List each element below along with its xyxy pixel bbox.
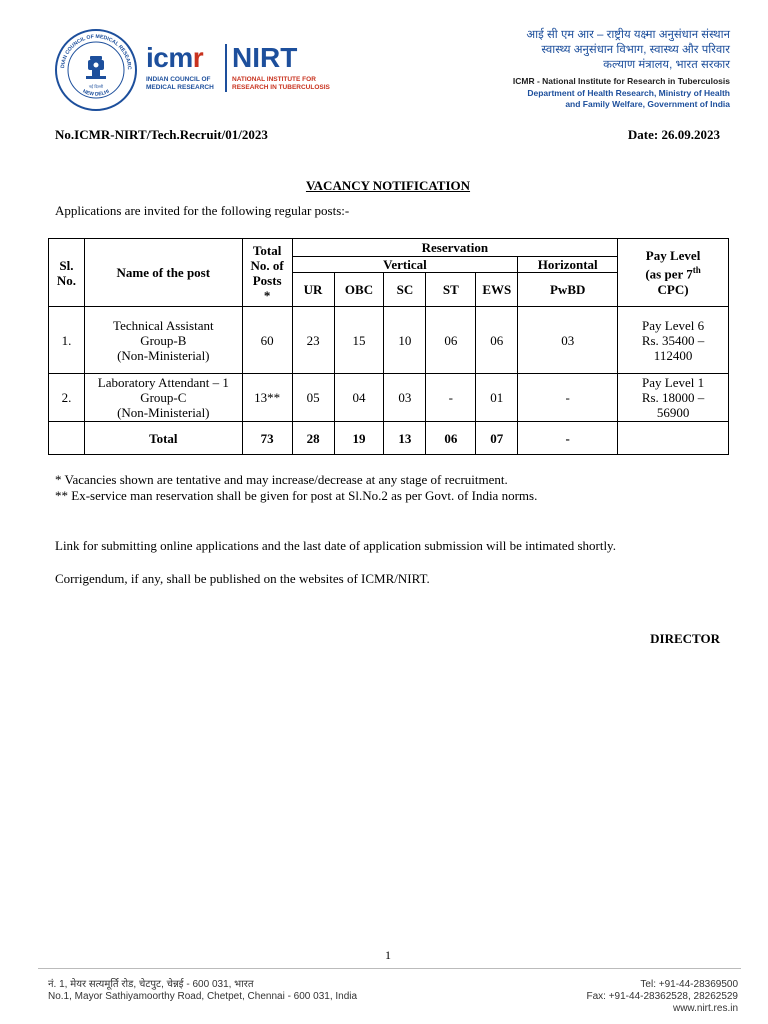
header-pay-b: (as per 7 (645, 266, 693, 282)
header-department-line-1: Department of Health Research, Ministry of Health (527, 88, 730, 98)
total-pwbd: - (518, 422, 618, 455)
header-pay-level (618, 239, 729, 307)
row2-post (84, 374, 242, 422)
row2-total: 13** (242, 374, 292, 422)
header-department-line-2: and Family Welfare, Government of India (565, 99, 730, 109)
row1-post-line3: (Non-Ministerial) (117, 347, 210, 363)
total-label: Total (84, 422, 242, 455)
signatory: DIRECTOR (650, 631, 720, 646)
row2-post-line2: Group-C (140, 390, 187, 405)
header-sl-no (49, 239, 85, 307)
row2-st: - (426, 374, 476, 422)
intro-text: Applications are invited for the following regular posts:- (55, 203, 350, 218)
row2-pwbd: - (518, 374, 618, 422)
row2-pay-line1: Pay Level 1 (642, 375, 705, 390)
table-row (49, 307, 729, 374)
header-pay-a: Pay Level (645, 248, 701, 264)
row1-post-line1: Technical Assistant (113, 317, 214, 333)
header-ews: EWS (476, 273, 518, 307)
row1-ur: 23 (292, 307, 334, 374)
header-obc: OBC (334, 273, 384, 307)
row1-pay-line1: Pay Level 6 (642, 317, 705, 333)
header-st: ST (426, 273, 476, 307)
vacancy-table (48, 238, 729, 455)
header-horizontal: Horizontal (518, 257, 618, 273)
reference-number: No.ICMR-NIRT/Tech.Recruit/01/2023 (55, 127, 268, 142)
total-ur: 28 (292, 422, 334, 455)
header-total-b: No. of (250, 257, 284, 273)
total-ews: 07 (476, 422, 518, 455)
footnote-tentative: * Vacancies shown are tentative and may increase/decrease at any stage of recruitment. (55, 472, 508, 487)
header-pay-c: CPC) (657, 281, 689, 297)
corrigendum-paragraph: Corrigendum, if any, shall be published on the websites of ICMR/NIRT. (55, 571, 430, 586)
footer-address-english: No.1, Mayor Sathiyamoorthy Road, Chetpet, Chennai - 600 031, India (48, 991, 358, 1002)
row2-obc: 04 (334, 374, 384, 422)
row2-sc: 03 (384, 374, 426, 422)
header-total-a: Total (252, 242, 282, 258)
header-institute-name: ICMR - National Institute for Research in Tuberculosis (512, 76, 730, 86)
row2-sl: 2. (49, 374, 85, 422)
header-ur: UR (292, 273, 334, 307)
row2-ur: 05 (292, 374, 334, 422)
header-hindi-line-1: आई सी एम आर – राष्ट्रीय यक्ष्मा अनुसंधान संस्थान (526, 29, 730, 41)
row1-pwbd: 03 (518, 307, 618, 374)
header-total-posts (242, 239, 292, 307)
total-pay-blank (618, 422, 729, 455)
icmr-wordmark-r: r (192, 42, 204, 73)
emblem-ring-text: DIAN COUNCIL OF MEDICAL RESEARC (60, 33, 133, 70)
row1-total: 60 (242, 307, 292, 374)
header-sc: SC (384, 273, 426, 307)
icmr-wordmark-a: icm (146, 42, 193, 73)
header-total-c: Posts (252, 272, 282, 288)
row1-ews: 06 (476, 307, 518, 374)
page-number: 1 (385, 948, 391, 962)
icmr-subtitle: INDIAN COUNCIL OF MEDICAL RESEARCH (146, 76, 214, 91)
document-title: VACANCY NOTIFICATION (305, 178, 471, 193)
header-hindi-line-2: स्वास्थ्य अनुसंधान विभाग, स्वास्थ्य और परिवार (541, 44, 730, 56)
footer-fax: Fax: +91-44-28362528, 28262529 (586, 991, 738, 1002)
footer-divider (38, 968, 741, 969)
total-posts: 73 (242, 422, 292, 455)
nirt-wordmark: NIRT (232, 42, 298, 73)
footer-website: www.nirt.res.in (672, 1003, 738, 1014)
header-vertical: Vertical (292, 257, 518, 273)
header-sl-no-b: No. (56, 272, 77, 288)
row1-pay (618, 307, 729, 374)
header-post-name: Name of the post (84, 239, 242, 307)
emblem-hindi-bottom: नई दिल्ली (88, 84, 104, 89)
emblem-bottom-text: NEW DELHI (81, 88, 111, 98)
row2-post-line1: Laboratory Attendant – 1 (97, 375, 229, 390)
row1-pay-line3: 112400 (653, 347, 693, 363)
row2-post-line3: (Non-Ministerial) (117, 405, 210, 420)
row1-sl: 1. (49, 307, 85, 374)
table-row (49, 374, 729, 422)
header-pwbd: PwBD (518, 273, 618, 307)
row2-ews: 01 (476, 374, 518, 422)
row1-obc: 15 (334, 307, 384, 374)
icmr-emblem-logo (54, 28, 138, 112)
nirt-subtitle: NATIONAL INSTITUTE FOR RESEARCH IN TUBERCULOSIS (232, 76, 330, 91)
application-link-paragraph: Link for submitting online applications and the last date of application submission will be intimated shortly. (55, 538, 616, 553)
total-sc: 13 (384, 422, 426, 455)
row2-pay-line2: Rs. 18000 – (641, 390, 705, 405)
row2-pay-line3: 56900 (656, 405, 690, 420)
header-total-d: * (263, 287, 271, 303)
row1-sc: 10 (384, 307, 426, 374)
icmr-wordmark (146, 42, 203, 74)
footnote-ex-serviceman: ** Ex-service man reservation shall be given for post at Sl.No.2 as per Govt. of India norms. (55, 488, 538, 503)
logo-divider (225, 44, 227, 92)
total-obc: 19 (334, 422, 384, 455)
row1-post (84, 307, 242, 374)
total-row-blank (49, 422, 85, 455)
footer-address-hindi: नं. 1, मेयर सत्यमूर्ति रोड, चेटपुट, चेन्नई - 600 031, भारत (48, 979, 254, 990)
header-pay-sup: th (692, 265, 701, 276)
notification-date: Date: 26.09.2023 (627, 127, 720, 142)
table-total-row (49, 422, 729, 455)
footer-telephone: Tel: +91-44-28369500 (640, 979, 738, 990)
row1-st: 06 (426, 307, 476, 374)
row1-pay-line2: Rs. 35400 – (641, 332, 705, 348)
header-hindi-line-3: कल्याण मंत्रालय, भारत सरकार (603, 59, 730, 71)
header-sl-no-a: Sl. (59, 257, 74, 273)
header-reservation: Reservation (292, 239, 618, 257)
row2-pay (618, 374, 729, 422)
total-st: 06 (426, 422, 476, 455)
row1-post-line2: Group-B (140, 332, 187, 348)
